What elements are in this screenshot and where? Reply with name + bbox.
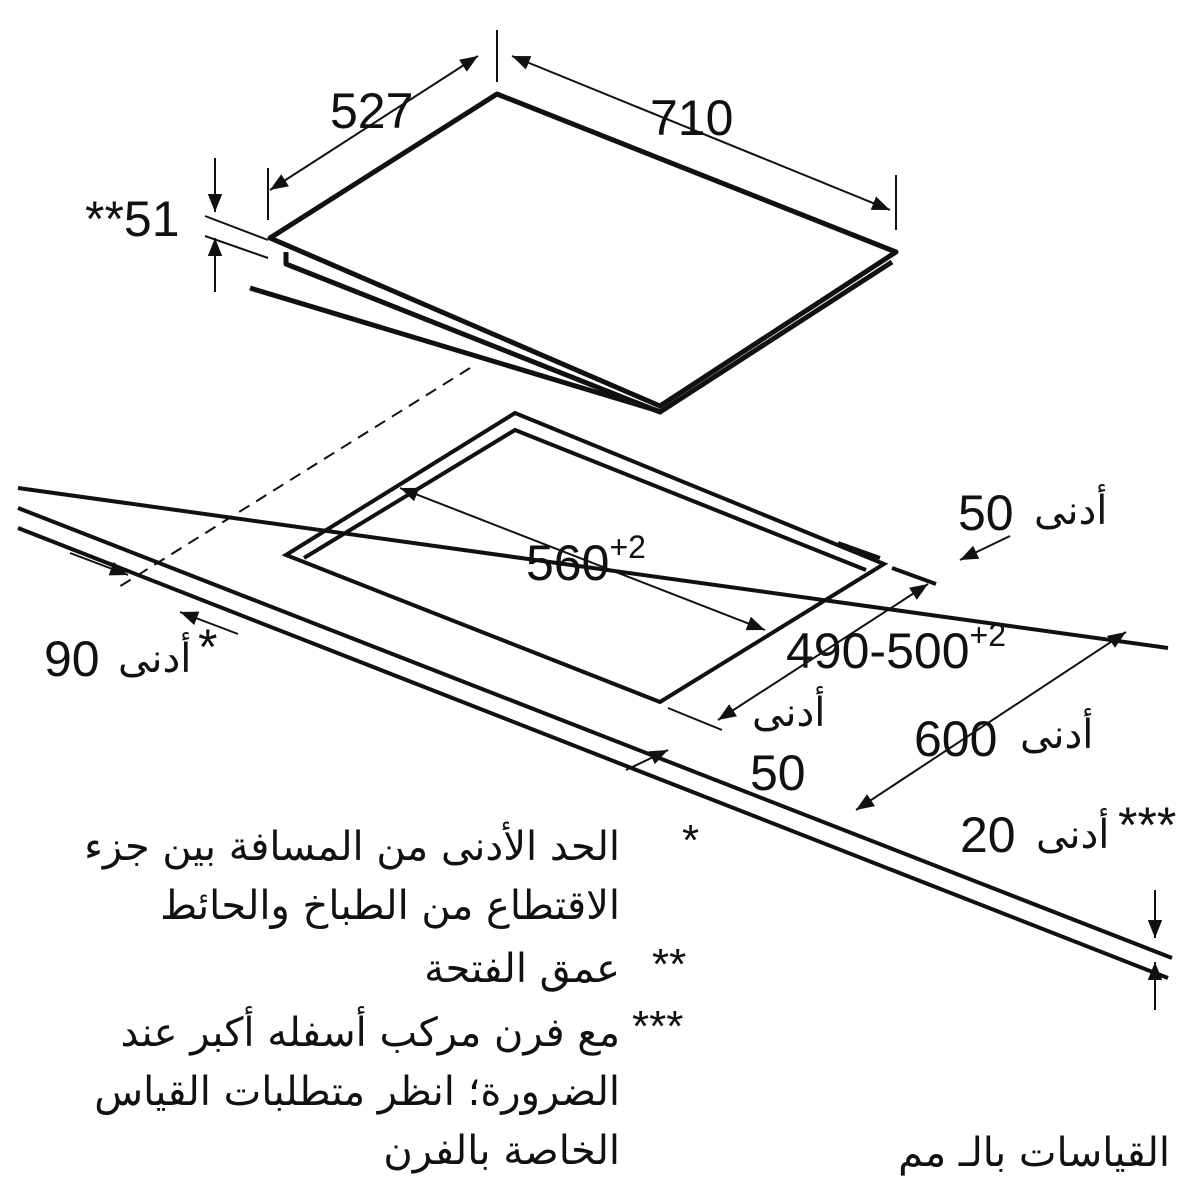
note2-text: عمق الفتحة	[424, 946, 620, 992]
label-depth: 527	[330, 83, 414, 139]
note1-mark: *	[682, 816, 700, 865]
label-height: **51	[85, 191, 180, 247]
label-min-side: 90	[44, 631, 100, 687]
label-min-front-word: أدنى	[752, 690, 826, 736]
units-note: القياسات بالـ مم	[898, 1130, 1170, 1176]
note1-text: الحد الأدنى من المسافة بين جزء الاقتطاع من الطباخ والحائط	[84, 824, 620, 929]
label-cutout-width: $560^{+2}$	[526, 529, 646, 591]
label-min-back: 50	[958, 485, 1014, 541]
label-cutout-depth: $490-500^{+2}$	[786, 617, 1006, 679]
label-min-thickness-word: أدنى	[1036, 812, 1110, 858]
hob-base-line	[250, 288, 662, 412]
label-min-side-mark: *	[198, 619, 218, 675]
label-min-front: 50	[750, 745, 806, 801]
hob-outline	[270, 94, 896, 412]
label-min-back-word: أدنى	[1034, 488, 1108, 534]
label-min-thickness-mark: ***	[1118, 797, 1177, 853]
note3-mark: ***	[632, 1002, 684, 1051]
note2-mark: **	[652, 940, 687, 989]
label-min-side-word: أدنى	[118, 636, 192, 682]
label-min-counter-word: أدنى	[1020, 712, 1094, 758]
note3-text: مع فرن مركب أسفله أكبر عند الضرورة؛ انظر متطلبات القياس الخاصة بالفرن	[94, 1010, 620, 1174]
label-min-counter: 600	[914, 711, 998, 767]
label-width: 710	[650, 90, 734, 146]
label-min-thickness: 20	[960, 807, 1016, 863]
